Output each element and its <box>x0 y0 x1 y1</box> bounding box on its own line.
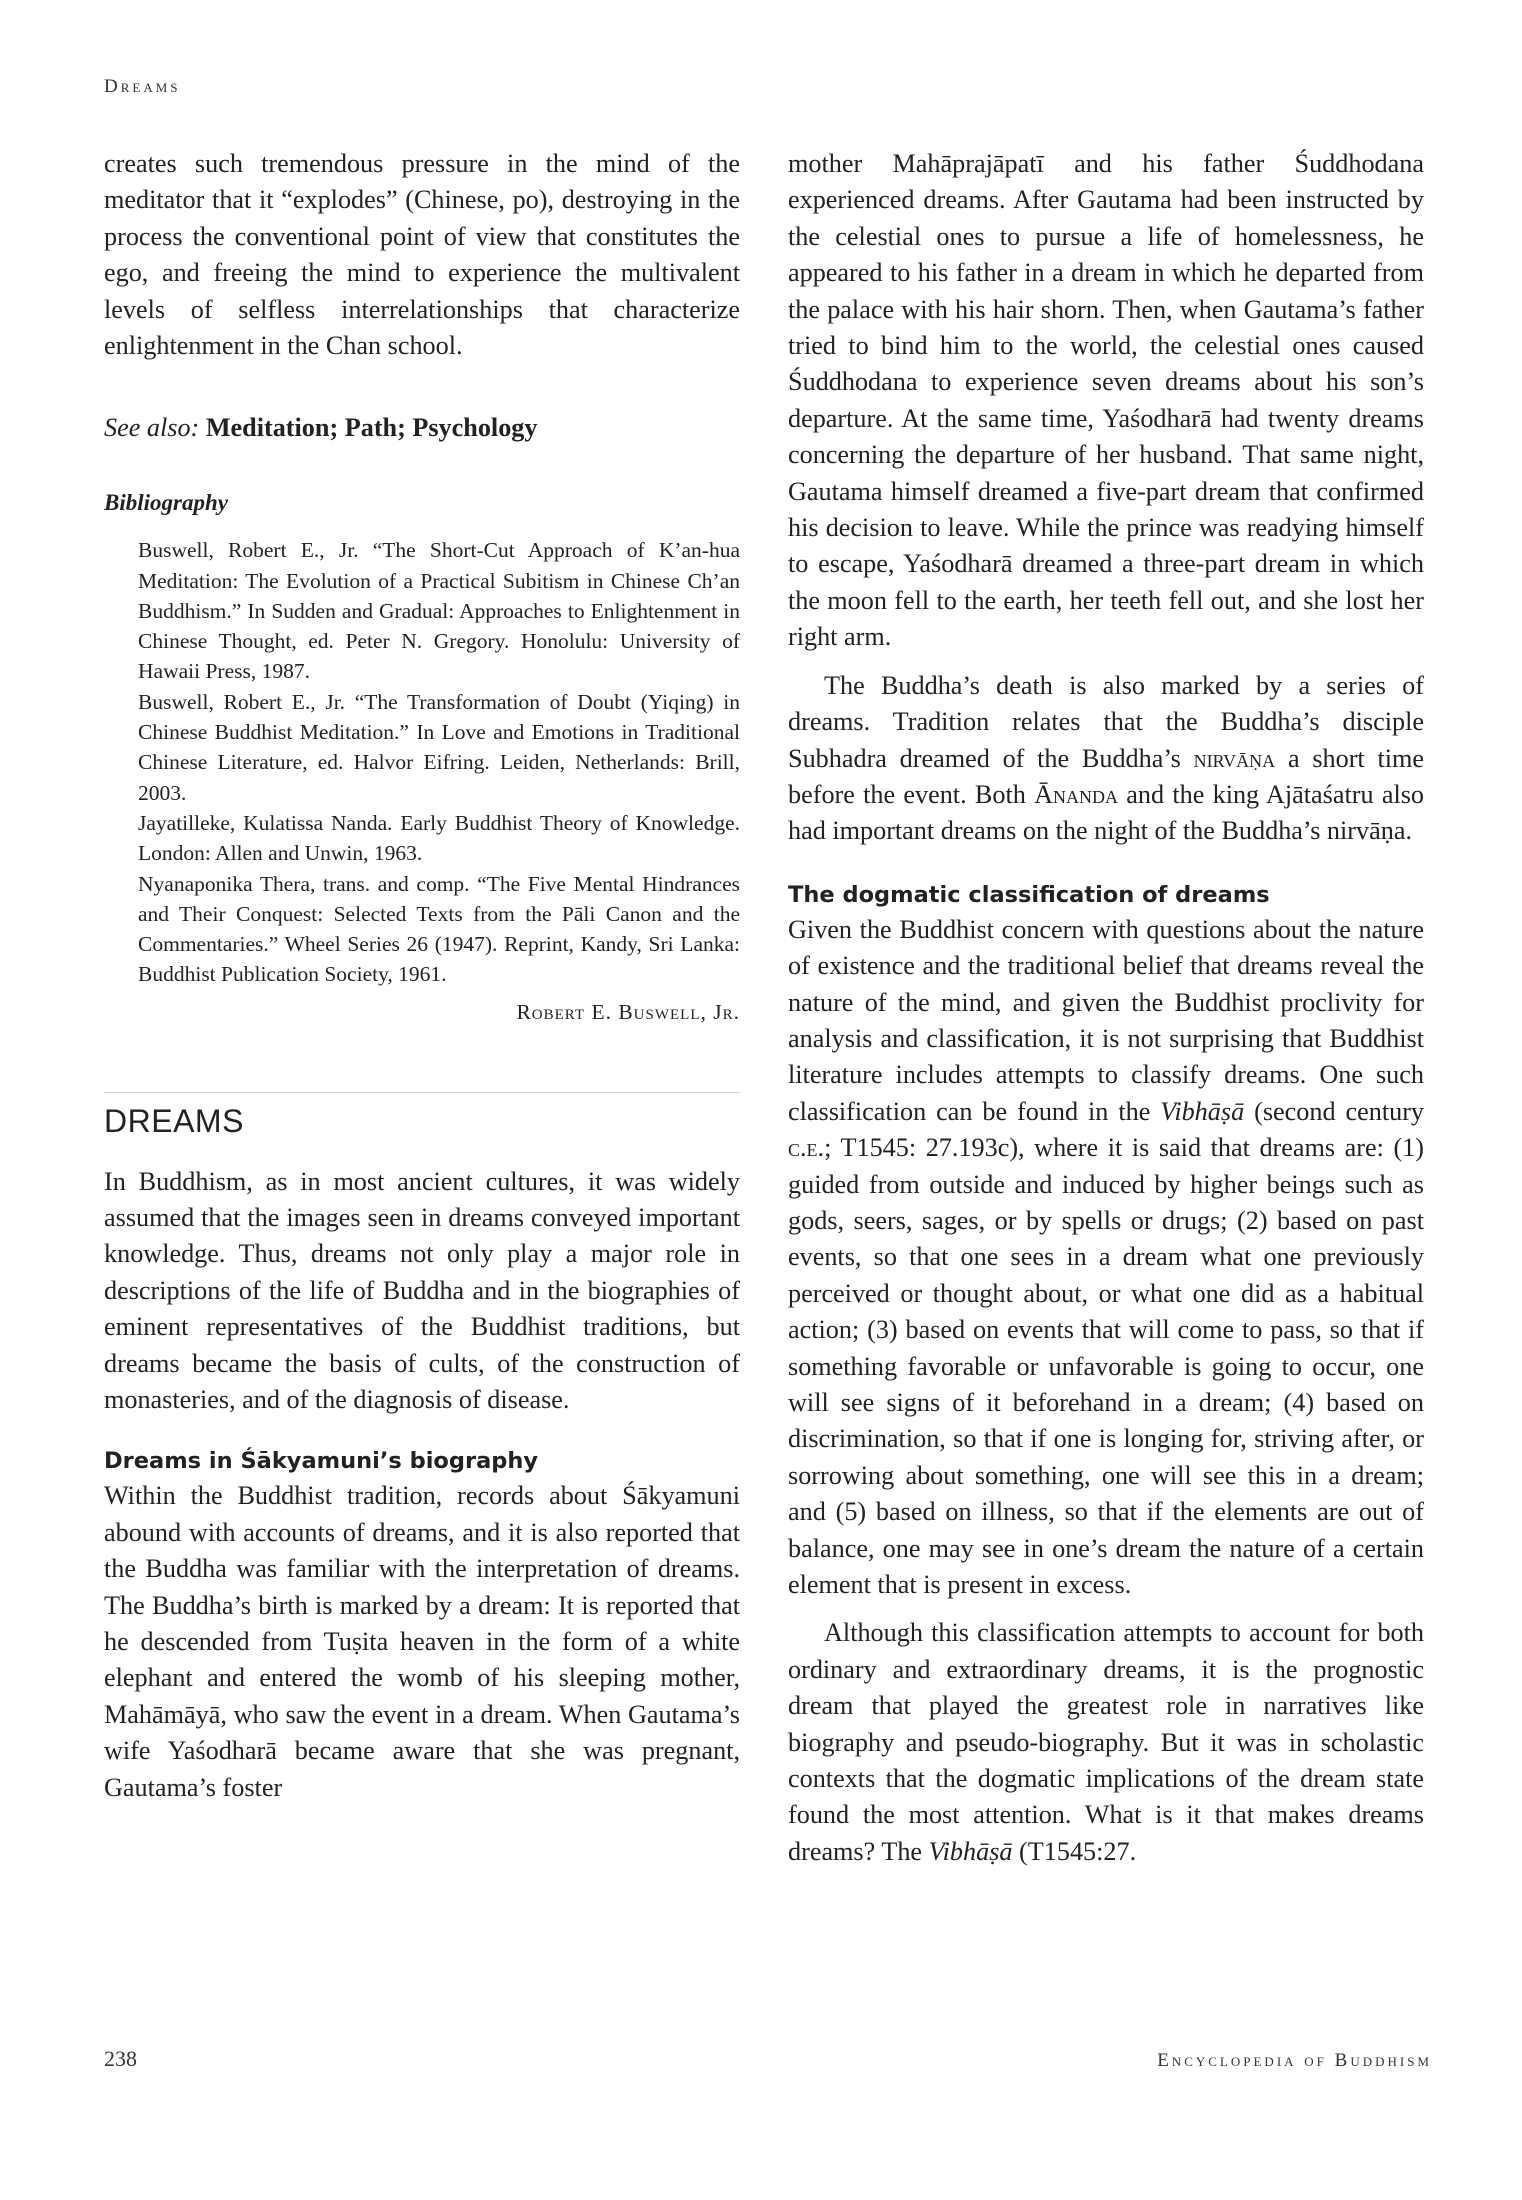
left-column <box>104 146 740 1806</box>
right-column <box>788 146 1424 1870</box>
see-also <box>104 410 740 446</box>
bibliography-entry: Jayatilleke, Kulatissa Nanda. Early Buddhist Theory of Knowledge. London: Allen and Unwin, 1963. <box>138 810 740 866</box>
biography-continued-paragraph: mother Mahāprajāpatī and his father Śuddhodana experienced dreams. After Gautama had been instructed by the celestial ones to pursue a life of homelessness, he appeared to his father in a dream in which he departed from the palace with his hair shorn. Then, when Gautama’s father tried to bind him to the world, the celestial ones caused Śuddhodana to experience seven dreams about his son’s departure. At the same time, Yaśodharā had twenty dreams concerning the departure of her husband. That same night, Gautama himself dreamed a five-part dream that confirmed his decision to leave. While the prince was readying himself to escape, Yaśodharā dreamed a three-part dream in which the moon fell to the earth, her teeth fell out, and she lost her right arm. <box>788 149 1424 652</box>
vibhasa-title-2: Vibhāṣā <box>928 1836 1013 1866</box>
continuation-paragraph: creates such tremendous pressure in the mind of the meditator that it “explodes” (Chinese, po), destroying in the process the conventional point of view that constitutes the ego, and freeing the mind to experience the multivalent levels of selfless interrelationships that characterize enlightenment in the Chan school. <box>104 149 740 361</box>
vibhasa-title: Vibhāṣā <box>1160 1096 1245 1126</box>
see-also-label: See also: <box>104 413 200 443</box>
biography-paragraph: Within the Buddhist tradition, records about Śākyamuni abound with accounts of dreams, and it is also reported that the Buddha was familiar with the interpretation of dreams. The Buddha’s birth is marked by a dream: It is reported that he descended from Tuṣita heaven in the form of a white elephant and entered the womb of his sleeping mother, Mahāmāyā, who saw the event in a dream. When Gautama’s wife Yaśodharā became aware that she was pregnant, Gautama’s foster <box>104 1481 740 1802</box>
bibliography-entry: Nyanaponika Thera, trans. and comp. “The Five Mental Hindrances and Their Conquest: Selected Texts from the Pāli Canon and the Commentaries.” Wheel Series 26 (1947). Reprint, Kandy, Sri Lanka: Buddhist Publication Society, 1961. <box>138 871 740 987</box>
page-number: 238 <box>104 2046 137 2071</box>
final-paragraph <box>788 1615 1424 1870</box>
death-paragraph <box>788 668 1424 850</box>
bibliography-heading: Bibliography <box>104 489 228 515</box>
section-heading-classification: The dogmatic classification of dreams <box>788 881 1270 908</box>
author-signature: Robert E. Buswell, Jr. <box>516 999 740 1024</box>
death-text-2: a short time before the event. Both <box>788 743 1425 809</box>
class-text-3: ; T1545: 27.193c), where it is said that dreams are: (1) guided from outside and induced by higher beings such as gods, seers, sages, or by spells or drugs; (2) based on past events, so that one sees in a dream what one previously perceived or thought about, or what one did as a habitual action; (3) based on events that will come to pass, so that if something favorable or unfavorable is going to occur, one will see signs of it beforehand in a dream; (4) based on discrimination, so that if one is longing for, striving after, or sorrowing about something, one will see this in a dream; and (5) based on illness, so that if the elements are out of balance, one may see in one’s dream the nature of a certain element that is present in excess. <box>788 1133 1424 1600</box>
bibliography-entry: Buswell, Robert E., Jr. “The Short-Cut Approach of K’an-hua Meditation: The Evolution of a Practical Subitism in Chinese Ch’an Buddhism.” In Sudden and Gradual: Approaches to Enlightenment in Chinese Thought, ed. Peter N. Gregory. Honolulu: University of Hawaii Press, 1987. <box>138 538 740 684</box>
publication-title: Encyclopedia of Buddhism <box>1157 2050 1432 2071</box>
entry-title: DREAMS <box>104 1103 244 1140</box>
class-text-1: Given the Buddhist concern with questions about the nature of existence and the traditional belief that dreams reveal the nature of the mind, and given the Buddhist proclivity for analysis and classification, it is not surprising that Buddhist literature includes attempts to classify dreams. One such classification can be found in the <box>788 914 1424 1126</box>
see-also-links[interactable]: Meditation; Path; Psychology <box>205 413 538 443</box>
era-ce: c.e. <box>788 1133 825 1163</box>
bibliography-entry: Buswell, Robert E., Jr. “The Transformation of Doubt (Yiqing) in Chinese Buddhist Meditation.” In Love and Emotions in Traditional Chinese Literature, ed. Halvor Eifring. Leiden, Netherlands: Brill, 2003. <box>138 689 740 805</box>
entry-divider <box>104 1092 740 1093</box>
cross-ref-ananda[interactable]: Ānanda <box>1034 779 1119 809</box>
running-head: Dreams <box>104 76 181 97</box>
class-text-2: (second century <box>1254 1096 1425 1126</box>
death-text-1: The Buddha’s death is also marked by a series of dreams. Tradition relates that the Buddha’s disciple Subhadra dreamed of the Buddha’s <box>788 670 1424 773</box>
death-text-3: and the king Ajātaśatru also had important dreams on the night of the Buddha’s nirvāṇa. <box>788 779 1425 846</box>
classification-paragraph <box>788 912 1424 1604</box>
intro-paragraph: In Buddhism, as in most ancient cultures, it was widely assumed that the images seen in dreams conveyed important knowledge. Thus, dreams not only play a major role in descriptions of the life of Buddha and in the biographies of eminent representatives of the Buddhist traditions, but dreams became the basis of cults, of the construction of monasteries, and of the diagnosis of disease. <box>104 1166 740 1414</box>
final-text-1: Although this classification attempts to account for both ordinary and extraordinary dreams, it is the prognostic dream that played the greatest role in narratives like biography and pseudo-biography. But it was in scholastic contexts that the dogmatic implications of the dream state found the most attention. What is it that makes dreams dreams? The <box>788 1618 1424 1866</box>
cross-ref-nirvana[interactable]: nirvāṇa <box>1193 743 1276 773</box>
final-text-2: (T1545:27. <box>1019 1836 1137 1866</box>
section-heading-biography: Dreams in Śākyamuni’s biography <box>104 1448 539 1475</box>
